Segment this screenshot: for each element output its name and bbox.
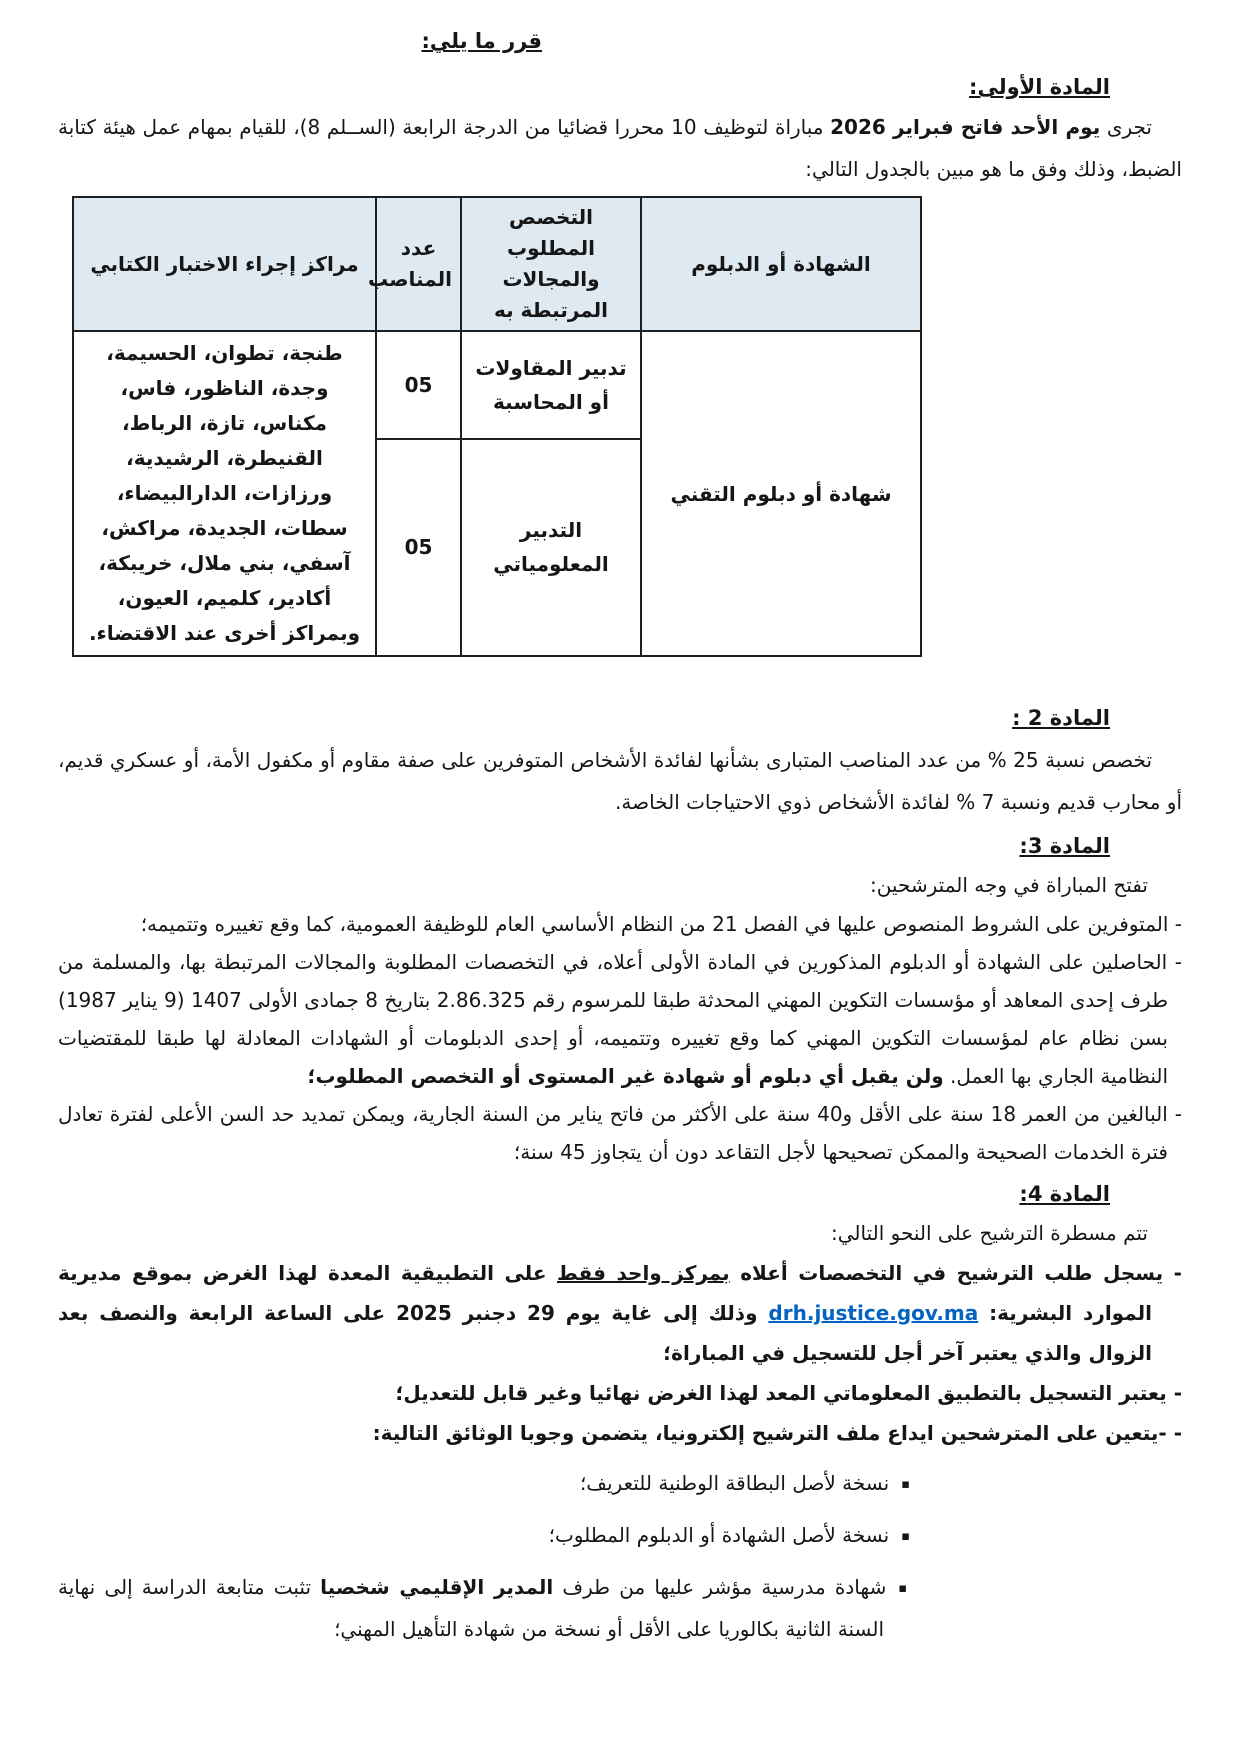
- article4-bullet-registration: [58, 1253, 1182, 1373]
- article1-paragraph: [58, 106, 1182, 190]
- registration-text-3: وذلك إلى غاية يوم 29 دجنبر 2025 على الساعة الرابعة والنصف بعد الزوال والذي يعتبر آخر أجل للتسجيل في المباراة؛: [58, 1301, 1152, 1365]
- article4-bullet-final: - يعتبر التسجيل بالتطبيق المعلوماتي المعد لهذا الغرض نهائيا وغير قابل للتعديل؛: [395, 1381, 1182, 1405]
- decree-line: قرر ما يلي:: [421, 29, 542, 53]
- header-specialty: التخصص المطلوب والمجالات المرتبطة به: [461, 197, 641, 331]
- document-item-diploma-copy: [58, 1515, 910, 1557]
- article1-text-start: تجرى: [1100, 115, 1152, 139]
- article3-bullet-diplomas: [58, 943, 1182, 1095]
- article4-heading: المادة 4:: [1019, 1182, 1110, 1206]
- square-bullet-icon: ▪: [901, 1529, 910, 1544]
- document-item-text: نسخة لأصل البطاقة الوطنية للتعريف؛: [579, 1471, 890, 1495]
- article4-bullet-file: - -يتعين على المترشحين ايداع ملف الترشيح إلكترونيا، يتضمن وجوبا الوثائق التالية:: [372, 1421, 1182, 1445]
- article4-intro: تتم مسطرة الترشيح على النحو التالي:: [830, 1221, 1148, 1245]
- header-diploma: الشهادة أو الدبلوم: [641, 197, 921, 331]
- table-row: [73, 331, 921, 439]
- document-item-text: تثبت متابعة الدراسة إلى نهاية السنة الثانية بكالوريا على الأقل أو نسخة من شهادة التأهيل المهني؛: [58, 1575, 884, 1641]
- positions-cell: 05: [376, 331, 461, 439]
- single-center-note: بمركز واحد فقط: [557, 1261, 730, 1285]
- article3-bullet-age: - البالغين من العمر 18 سنة على الأقل و40 سنة على الأكثر من فاتح يناير من السنة الجارية، ويمكن تمديد حد السن الأعلى لفترة تعادل فترة الخدمات الصحيحة والممكن تصحيحها لأجل التقاعد دون أن يتجاوز 45 سنة؛: [58, 1102, 1182, 1164]
- article1-text-end: مباراة لتوظيف 10 محررا قضائيا من الدرجة الرابعة (الســلم 8)، للقيام بمهام عمل هيئة كتابة الضبط، وذلك وفق ما هو مبين بالجدول التالي:: [58, 115, 1182, 181]
- article3-bullet-conditions: - المتوفرين على الشروط المنصوص عليها في الفصل 21 من النظام الأساسي العام للوظيفة العمومية، كما وقع تغييره وتتميمه؛: [140, 912, 1182, 936]
- document-item-text: شهادة مدرسية مؤشر عليها من طرف: [553, 1575, 887, 1599]
- exam-centers-cell: طنجة، تطوان، الحسيمة، وجدة، الناظور، فاس، مكناس، تازة، الرباط، القنيطرة، الرشيدية، ورزازات، الدارالبيضاء، سطات، الجديدة، مراكش، آسفي، بني ملال، خريبكة، أكادير، كلميم، العيون، وبمراكز أخرى عند الاقتضاء.: [73, 331, 376, 656]
- registration-link[interactable]: drh.justice.gov.ma: [768, 1301, 979, 1325]
- exam-date: يوم الأحد فاتح فبراير 2026: [830, 115, 1101, 139]
- table-header-row: [73, 197, 921, 331]
- required-documents-list: [58, 1463, 1182, 1649]
- provincial-director-note: المدير الإقليمي شخصيا: [320, 1575, 554, 1599]
- positions-cell: 05: [376, 439, 461, 656]
- document-item-id-card: [58, 1463, 910, 1505]
- document-item-text: نسخة لأصل الشهادة أو الدبلوم المطلوب؛: [548, 1523, 890, 1547]
- specialty-cell: التدبير المعلومياتي: [461, 439, 641, 656]
- recruitment-table: [72, 196, 922, 657]
- article3-intro: تفتح المباراة في وجه المترشحين:: [869, 873, 1148, 897]
- specialty-cell: تدبير المقاولات أو المحاسبة: [461, 331, 641, 439]
- registration-text-1: - يسجل طلب الترشيح في التخصصات أعلاه: [729, 1261, 1182, 1285]
- article3-heading: المادة 3:: [1019, 834, 1110, 858]
- header-positions: عدد المناصب: [376, 197, 461, 331]
- article1-heading: المادة الأولى:: [969, 75, 1110, 99]
- square-bullet-icon: ▪: [898, 1581, 910, 1596]
- registration-text-2: على التطبيقية المعدة لهذا الغرض بموقع مديرية الموارد البشرية:: [58, 1261, 1152, 1325]
- article2-heading: المادة 2 :: [1012, 706, 1110, 730]
- header-exam-centers: مراكز إجراء الاختبار الكتابي: [73, 197, 376, 331]
- document-item-school-certificate: [58, 1567, 910, 1649]
- diplomas-restriction: ولن يقبل أي دبلوم أو شهادة غير المستوى أو التخصص المطلوب؛: [307, 1064, 944, 1088]
- diploma-cell: شهادة أو دبلوم التقني: [641, 331, 921, 656]
- diplomas-text: - الحاصلين على الشهادة أو الدبلوم المذكورين في المادة الأولى أعلاه، في التخصصات المطلوبة والمجالات المرتبطة بها، والمسلمة من طرف إحدى المعاهد أو مؤسسات التكوين المهني المحدثة طبقا للمرسوم رقم 2.86.325 بتاريخ 8 جمادى الأولى 1407 (9 يناير 1987) بسن نظام عام لمؤسسات التكوين المهني كما وقع تغييره وتتميمه، أو إحدى الدبلومات أو الشهادات المعادلة لها طبقا للمقتضيات النظامية الجاري بها العمل.: [58, 950, 1182, 1088]
- square-bullet-icon: ▪: [901, 1477, 910, 1492]
- article2-paragraph: تخصص نسبة 25 % من عدد المناصب المتبارى بشأنها لفائدة الأشخاص المتوفرين على صفة مقاوم أو مكفول الأمة، أو عسكري قديم، أو محارب قديم ونسبة 7 % لفائدة الأشخاص ذوي الاحتياجات الخاصة.: [58, 748, 1182, 814]
